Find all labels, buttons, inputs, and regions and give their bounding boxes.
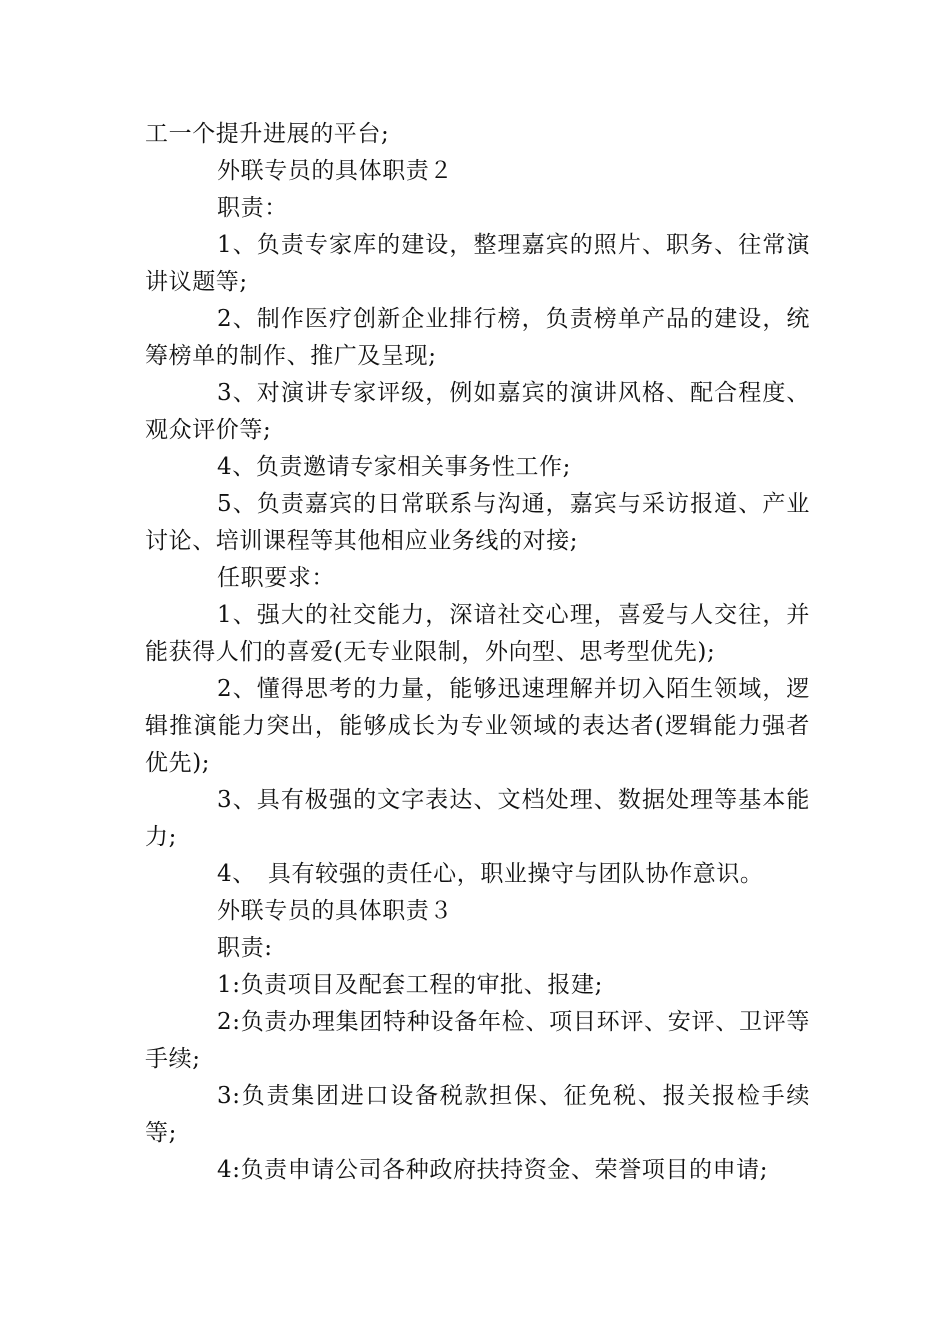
duty3-item-2: 2:负责办理集团特种设备年检、项目环评、安评、卫评等手续; <box>145 1009 810 1072</box>
paragraph-continuation: 工一个提升进展的平台; <box>145 121 390 147</box>
requirement-item-1: 1、强大的社交能力，深谙社交心理，喜爱与人交往，并能获得人们的喜爱(无专业限制，外向型、思考型优先); <box>145 602 810 665</box>
section-heading-2: 外联专员的具体职责２ <box>217 158 453 184</box>
duty-item-4: 4、负责邀请专家相关事务性工作; <box>217 454 571 480</box>
document-body <box>145 116 810 1189</box>
duty3-item-1: 1:负责项目及配套工程的审批、报建; <box>217 972 603 998</box>
subheading-requirements: 任职要求： <box>217 565 335 591</box>
duty-item-2: 2、制作医疗创新企业排行榜，负责榜单产品的建设，统筹榜单的制作、推广及呈现; <box>145 306 810 369</box>
subheading-duties: 职责： <box>217 195 288 221</box>
section-heading-3: 外联专员的具体职责３ <box>217 898 453 924</box>
requirement-item-4: 4、 具有较强的责任心，职业操守与团队协作意识。 <box>217 861 764 887</box>
duty-item-1: 1、负责专家库的建设，整理嘉宾的照片、职务、往常演讲议题等; <box>145 232 810 295</box>
duty-item-5: 5、负责嘉宾的日常联系与沟通，嘉宾与采访报道、产业讨论、培训课程等其他相应业务线的对接; <box>145 491 810 554</box>
duty3-item-4: 4:负责申请公司各种政府扶持资金、荣誉项目的申请; <box>217 1157 769 1183</box>
duty-item-3: 3、对演讲专家评级，例如嘉宾的演讲风格、配合程度、观众评价等; <box>145 380 810 443</box>
duty3-item-3: 3:负责集团进口设备税款担保、征免税、报关报检手续等; <box>145 1083 810 1146</box>
requirement-item-3: 3、具有极强的文字表达、文档处理、数据处理等基本能力; <box>145 787 810 850</box>
subheading-duties-3: 职责: <box>217 935 273 961</box>
requirement-item-2: 2、懂得思考的力量，能够迅速理解并切入陌生领域，逻辑推演能力突出，能够成长为专业领域的表达者(逻辑能力强者优先); <box>145 676 810 776</box>
